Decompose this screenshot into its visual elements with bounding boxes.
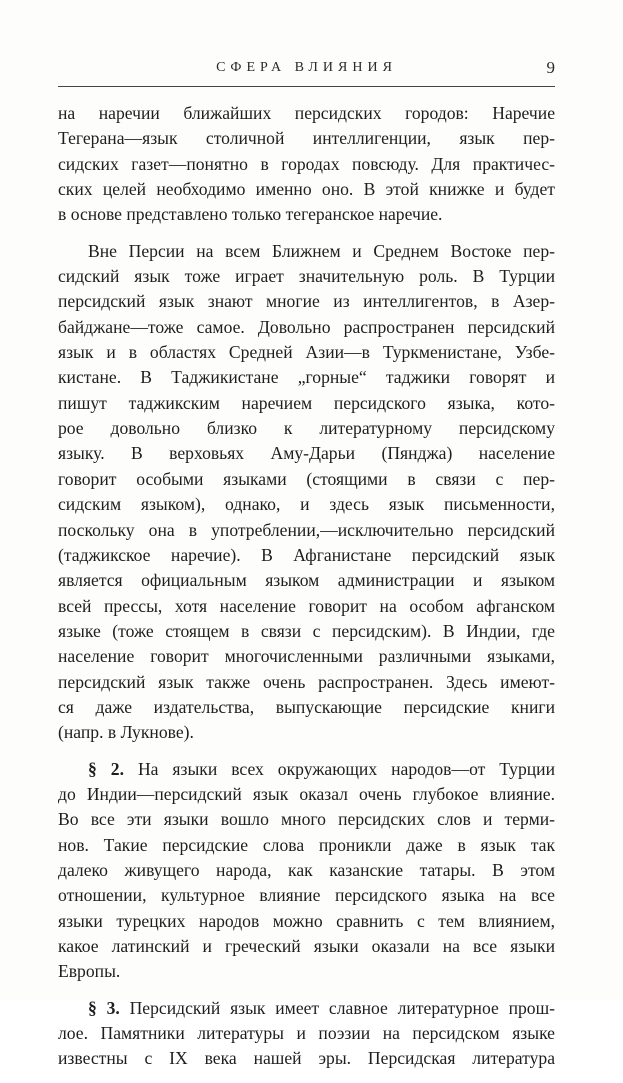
text-line: персидский язык также очень распространен. Здесь имеют- bbox=[58, 671, 555, 692]
text-line: нов. Такие персидские слова проникли даже в язык так bbox=[58, 834, 555, 855]
section-number: § 2. bbox=[88, 758, 124, 779]
text-line: языки турецких народов можно сравнить с тем влиянием, bbox=[58, 910, 555, 931]
body-text bbox=[58, 101, 555, 1083]
paragraph-2 bbox=[58, 239, 555, 746]
text-line: кистане. В Таджикистане „горные“ таджики говорят и bbox=[58, 367, 555, 388]
text-line: лое. Памятники литературы и поэзии на персидском языке bbox=[58, 1023, 555, 1044]
text-line: (напр. в Лукнове). bbox=[58, 722, 194, 743]
text-line: ся даже издательства, выпускающие персидские книги bbox=[58, 696, 555, 717]
text-line: сидских газет—понятно в городах повсюду. Для практичес- bbox=[58, 153, 555, 174]
text-line: поскольку она в употреблении,—исключительно персидский bbox=[58, 519, 555, 540]
text-line: Во все эти языки вошло много персидских слов и терми- bbox=[58, 809, 555, 830]
page-number: 9 bbox=[546, 58, 555, 77]
running-head bbox=[58, 58, 555, 82]
text-line: языке (тоже стоящем в связи с персидским). В Индии, где bbox=[58, 620, 555, 641]
header-divider bbox=[58, 86, 555, 87]
text-line: ских целей необходимо именно оно. В этой книжке и будет bbox=[58, 179, 555, 200]
running-title: СФЕРА ВЛИЯНИЯ bbox=[216, 60, 397, 75]
text-line bbox=[58, 757, 555, 782]
paragraph-section-2 bbox=[58, 757, 555, 985]
text-line: отношении, культурное влияние персидского языка на все bbox=[58, 885, 555, 906]
text-line: далеко живущего народа, как казанские татары. В этом bbox=[58, 859, 555, 880]
text-line: пишут таджикским наречием персидского языка, кото- bbox=[58, 392, 555, 413]
text-line: известны с IX века нашей эры. Персидская литература bbox=[58, 1048, 555, 1069]
text-line: говорит особыми языками (стоящими в связи с пер- bbox=[58, 468, 555, 489]
text-line: персидский язык знают многие из интеллигентов, в Азер- bbox=[58, 291, 555, 312]
text-fragment: Персидский язык имеет славное литературное прош- bbox=[119, 997, 555, 1018]
text-line: байджане—тоже самое. Довольно распространен персидский bbox=[58, 316, 555, 337]
text-fragment: На языки всех окружающих народов—от Турции bbox=[123, 758, 555, 779]
text-line: до Индии—персидский язык оказал очень глубокое влияние. bbox=[58, 783, 555, 804]
text-line: сидский язык тоже играет значительную роль. В Турции bbox=[58, 266, 555, 287]
text-line: какое латинский и греческий языки оказали на все языки bbox=[58, 936, 555, 956]
text-line: население говорит многочисленными различными языками, bbox=[58, 646, 555, 667]
text-line: сидским языком), однако, и здесь язык письменности, bbox=[58, 494, 555, 515]
text-line: (таджикское наречие). В Афганистане персидский язык bbox=[58, 544, 555, 565]
text-line: в основе представлено только тегеранское наречие. bbox=[58, 204, 443, 225]
text-line bbox=[58, 996, 555, 1021]
text-line: языку. В верховьях Аму-Дарьи (Пянджа) население bbox=[58, 443, 555, 464]
text-line: Вне Персии на всем Ближнем и Среднем Востоке пер- bbox=[88, 240, 555, 261]
text-line: на наречии ближайших персидских городов: Наречие bbox=[58, 103, 555, 123]
text-line: Тегерана—язык столичной интеллигенции, язык пер- bbox=[58, 128, 555, 149]
paragraph-1 bbox=[58, 101, 555, 228]
text-line: является официальным языком администрации и языком bbox=[58, 570, 555, 591]
section-number: § 3. bbox=[88, 997, 120, 1018]
paragraph-section-3 bbox=[58, 996, 555, 1072]
text-line: рое довольно близко к литературному персидскому bbox=[58, 418, 555, 439]
text-line: всей прессы, хотя население говорит на особом афганском bbox=[58, 595, 555, 616]
text-line: язык и в областях Средней Азии—в Туркменистане, Узбе- bbox=[58, 342, 555, 363]
text-line: Европы. bbox=[58, 961, 121, 982]
